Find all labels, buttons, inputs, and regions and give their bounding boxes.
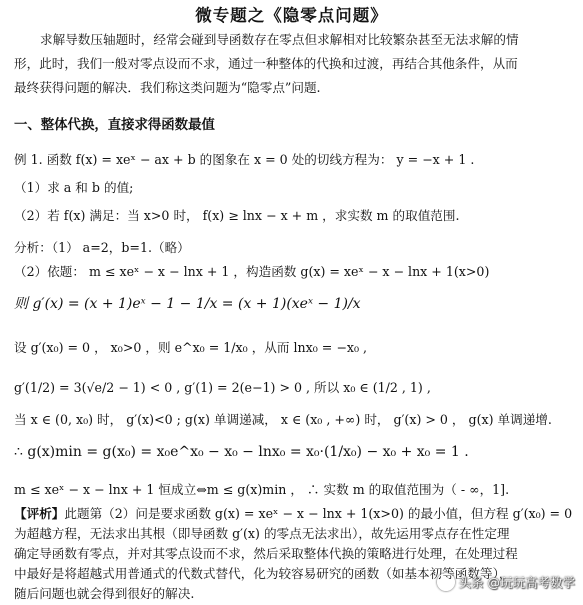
analysis-part-1: 分析：（1） a=2，b=1.（略） [14, 240, 190, 255]
comment-line-4: 中最好是将超越式用普通式的代数式替代，化为较容易研究的函数（如基本初等函数等）， [14, 566, 512, 581]
zero-point-check: g′(1/2) = 3(√e/2 − 1) < 0 , g′(1) = 2(e−1) > 0 , 所以 x₀ ∈ (1/2 , 1) , [14, 380, 431, 395]
minimum-value: ∴ g(x)min = g(x₀) = x₀e^x₀ − x₀ − lnx₀ = x₀·(1/x₀) − x₀ + x₀ = 1 . [14, 444, 469, 460]
conclusion: m ≤ xeˣ − x − lnx + 1 恒成立⇔m ≤ g(x)min ， ∴ 实数 m 的取值范围为（ - ∞，1]. [14, 482, 510, 497]
watermark-text: 头条 @玩玩高考数学 [458, 575, 575, 590]
derivative-formula: 则 g′(x) = (x + 1)eˣ − 1 − 1/x = (x + 1)(xeˣ − 1)/x [14, 296, 361, 312]
document-title: 微专题之《隐零点问题》 [195, 6, 388, 25]
intro-line-3: 最终获得问题的解决．我们称这类问题为“隐零点”问题. [14, 80, 321, 95]
watermark-logo-icon [437, 573, 455, 591]
comment-tag: 【评析】 [14, 506, 65, 521]
example-statement: 例 1. 函数 f(x) = xeˣ − ax + b 的图象在 x = 0 处的切线方程为： y = −x + 1 . [14, 152, 475, 167]
question-1: （1）求 a 和 b 的值; [14, 180, 134, 195]
intro-line-1: 求解导数压轴题时，经常会碰到导函数存在零点但求解相对比较繁杂甚至无法求解的情 [40, 32, 519, 47]
section-heading: 一、整体代换，直接求得函数最值 [14, 118, 215, 133]
comment-line-3: 确定导函数有零点，并对其零点设而不求，然后采取整体代换的策略进行处理，在处理过程 [14, 546, 518, 561]
analysis-part-2: （2）依题： m ≤ xeˣ − x − lnx + 1 ，构造函数 g(x) = xeˣ − x − lnx + 1(x>0) [14, 264, 490, 279]
watermark [437, 573, 575, 591]
question-2: （2）若 f(x) 满足：当 x>0 时， f(x) ≥ lnx − x + m ，求实数 m 的取值范围. [14, 208, 460, 223]
comment-line-2: 为超越方程，无法求出其根（即导函数 g′(x) 的零点无法求出），故先运用零点存在性定理 [14, 526, 510, 541]
comment-line-5: 随后问题也就会得到很好的解决. [14, 586, 195, 601]
monotonicity: 当 x ∈ (0, x₀) 时， g′(x)<0 ; g(x) 单调递减， x ∈ (x₀ , +∞) 时， g′(x) > 0 ， g(x) 单调递增. [14, 412, 552, 427]
comment-text-1: 此题第（2）问是要求函数 g(x) = xeˣ − x − lnx + 1(x>0) 的最小值，但方程 g′(x₀) = 0 [64, 506, 573, 521]
comment-line-1 [14, 506, 571, 522]
zero-point-setup: 设 g′(x₀) = 0 ， x₀>0 ，则 e^x₀ = 1/x₀ ，从而 lnx₀ = −x₀ , [14, 340, 368, 355]
intro-line-2: 形，此时，我们一般对零点设而不求，通过一种整体的代换和过渡，再结合其他条件，从而 [14, 56, 518, 71]
